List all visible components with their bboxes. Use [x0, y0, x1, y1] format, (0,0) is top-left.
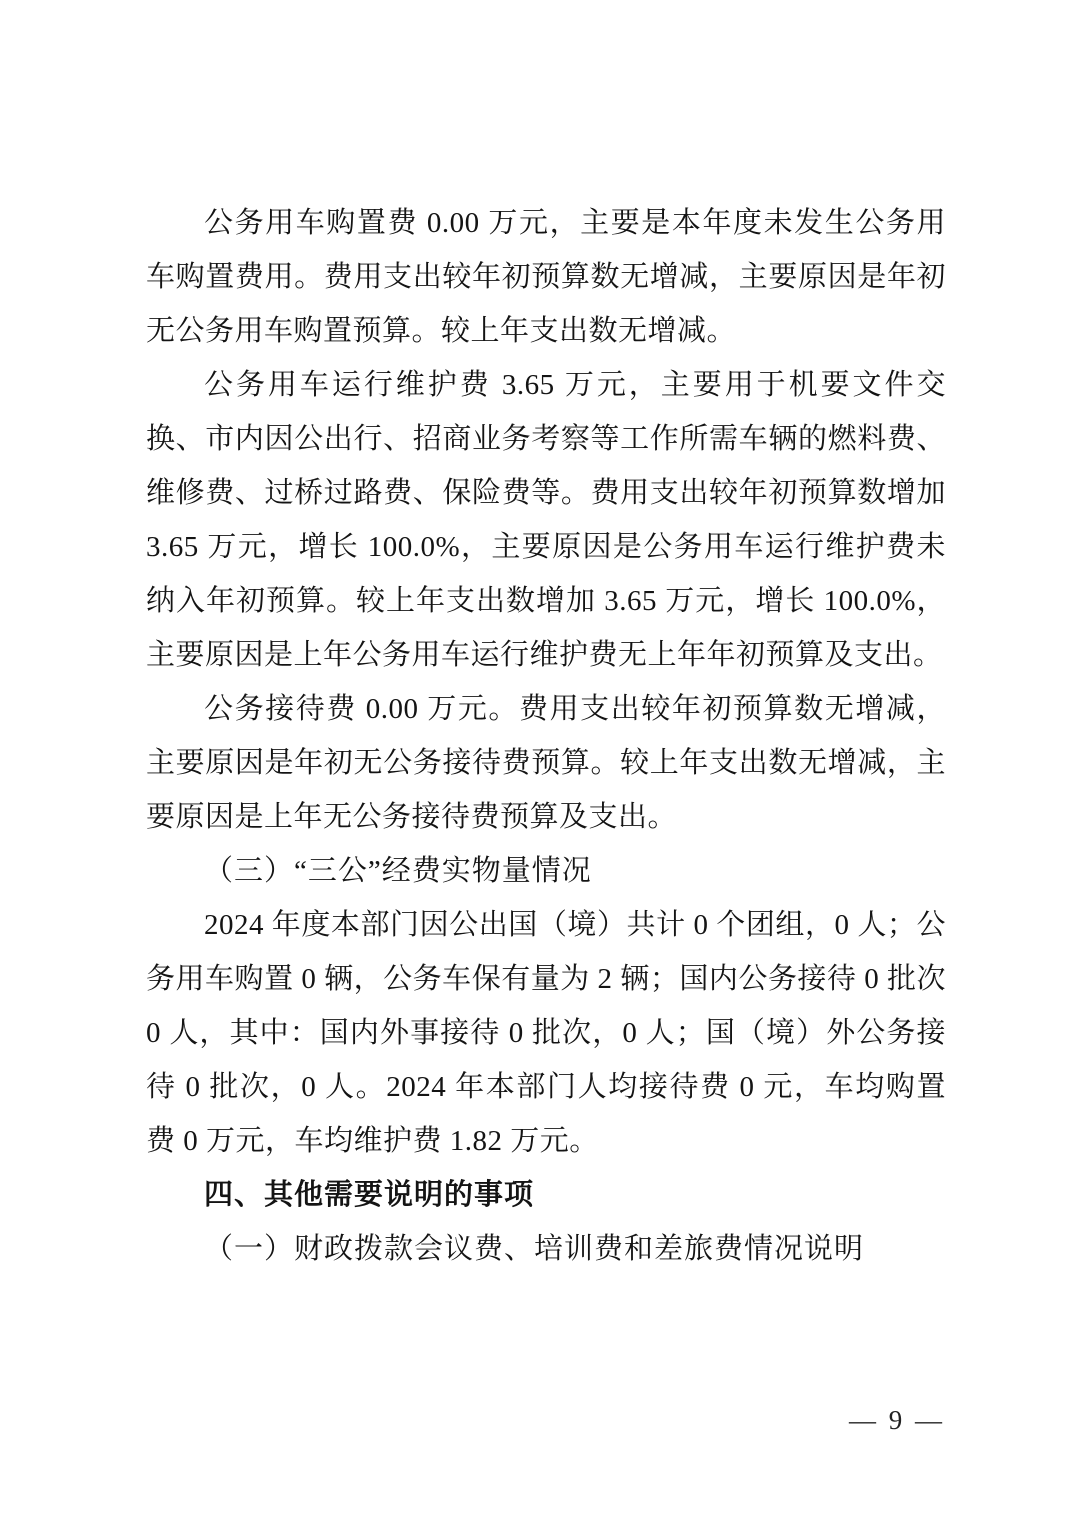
paragraph-official-reception-fee: 公务接待费 0.00 万元。费用支出较年初预算数无增减，主要原因是年初无公务接待费预算。较上年支出数无增减，主要原因是上年无公务接待费预算及支出。	[146, 693, 946, 833]
paragraph-vehicle-operation-maintenance-fee: 公务用车运行维护费 3.65 万元，主要用于机要文件交换、市内因公出行、招商业务考察等工作所需车辆的燃料费、维修费、过桥过路费、保险费等。费用支出较年初预算数增加 3.65 万元，增长 100.0%，主要原因是公务用车运行维护费未纳入年初预算。较上年支出数增加 3.65 万元，增长 100.0%，主要原因是上年公务用车运行维护费无上年年初预算及支出。	[146, 369, 946, 671]
heading-section-four-other-matters: 四、其他需要说明的事项	[204, 1179, 535, 1211]
paragraph-vehicle-purchase-fee: 公务用车购置费 0.00 万元，主要是本年度未发生公务用车购置费用。费用支出较年初预算数无增减，主要原因是年初无公务用车购置预算。较上年支出数无增减。	[146, 207, 946, 347]
heading-section-three-physical-quantity: （三）“三公”经费实物量情况	[204, 855, 592, 887]
document-body	[146, 196, 946, 1276]
heading-subsection-one-meeting-training-travel-fees: （一）财政拨款会议费、培训费和差旅费情况说明	[204, 1233, 865, 1265]
paragraph-2024-physical-quantity-details: 2024 年度本部门因公出国（境）共计 0 个团组，0 人；公务用车购置 0 辆，公务车保有量为 2 辆；国内公务接待 0 批次 0 人，其中：国内外事接待 0 批次，0 人；国（境）外公务接待 0 批次，0 人。2024 年本部门人均接待费 0 元，车均购置费 0 万元，车均维护费 1.82 万元。	[146, 909, 946, 1157]
page-number: — 9 —	[849, 1405, 945, 1435]
